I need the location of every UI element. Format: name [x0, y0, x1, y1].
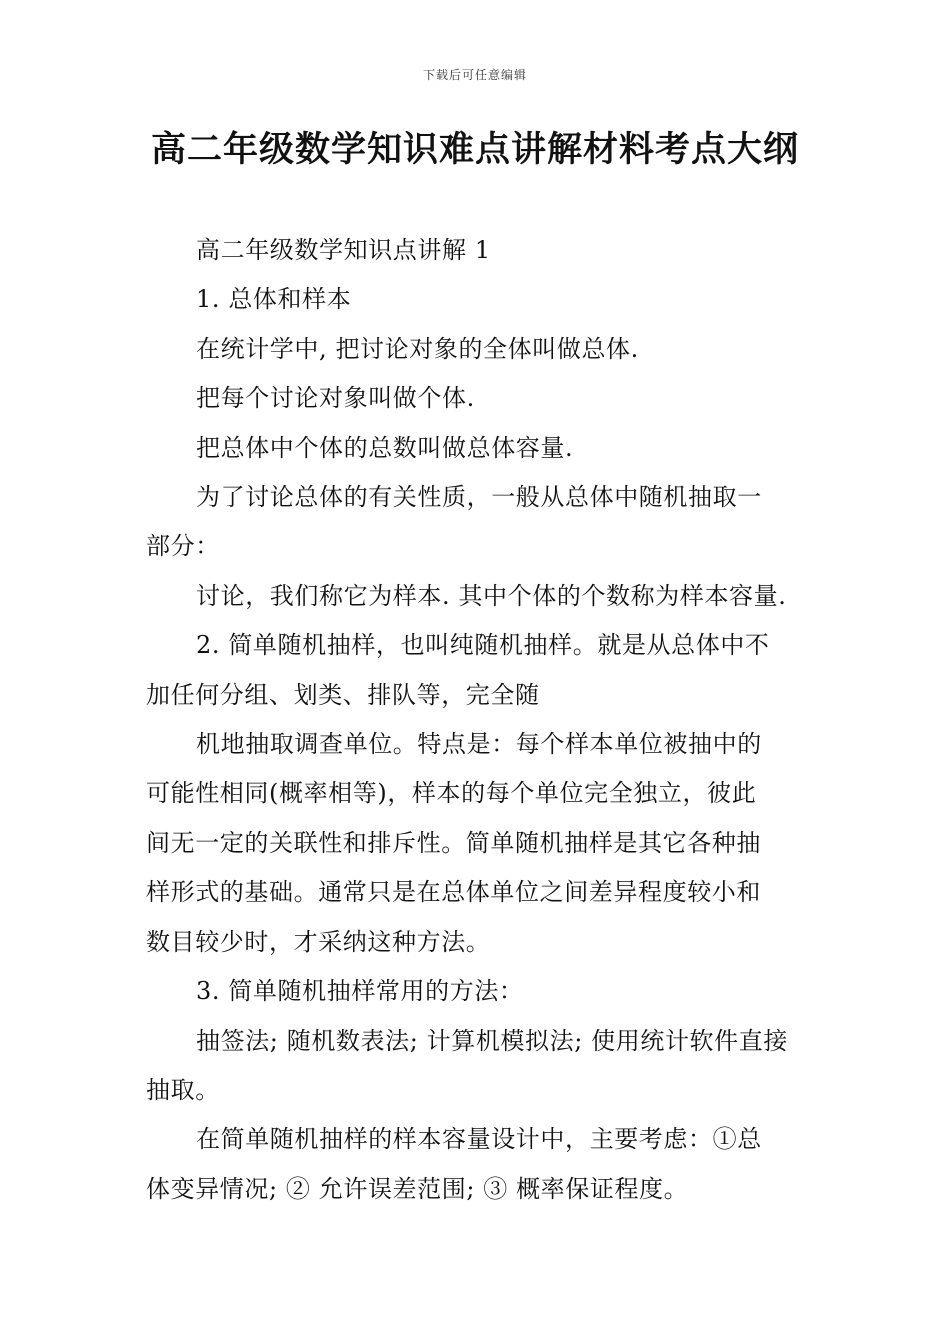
text-line: 体变异情况; ② 允许误差范围; ③ 概率保证程度。 [146, 1174, 689, 1203]
text-line: 3. 简单随机抽样常用的方法： [196, 977, 524, 1006]
text-line: 在统计学中, 把讨论对象的全体叫做总体. [196, 334, 639, 363]
text-line: 在简单随机抽样的样本容量设计中，主要考虑：①总 [196, 1125, 762, 1154]
text-line: 讨论，我们称它为样本. 其中个体的个数称为样本容量. [196, 581, 787, 610]
text-line: 2. 简单随机抽样，也叫纯随机抽样。就是从总体中不 [196, 631, 770, 660]
header-note: 下载后可任意编辑 [422, 68, 527, 82]
document-title: 高二年级数学知识难点讲解材料考点大纲 [150, 129, 799, 170]
text-line: 加任何分组、划类、排队等，完全随 [146, 680, 540, 709]
text-line: 部分： [146, 532, 220, 561]
text-line: 可能性相同(概率相等)，样本的每个单位完全独立，彼此 [146, 779, 757, 808]
text-line: 机地抽取调查单位。特点是：每个样本单位被抽中的 [196, 730, 762, 759]
text-line: 样形式的基础。通常只是在总体单位之间差异程度较小和 [146, 878, 761, 907]
text-line: 把每个讨论对象叫做个体. [196, 384, 475, 413]
document-body [146, 226, 808, 1214]
text-line: 间无一定的关联性和排斥性。简单随机抽样是其它各种抽 [146, 828, 761, 857]
text-line: 高二年级数学知识点讲解 1 [196, 236, 491, 264]
text-line: 抽签法; 随机数表法; 计算机模拟法; 使用统计软件直接 [196, 1026, 788, 1055]
text-line: 数目较少时，才采纳这种方法。 [146, 927, 491, 956]
text-line: 抽取。 [146, 1075, 220, 1104]
text-line: 为了讨论总体的有关性质，一般从总体中随机抽取一 [196, 483, 762, 512]
text-line: 1. 总体和样本 [196, 285, 352, 314]
text-line: 把总体中个体的总数叫做总体容量. [196, 433, 574, 462]
